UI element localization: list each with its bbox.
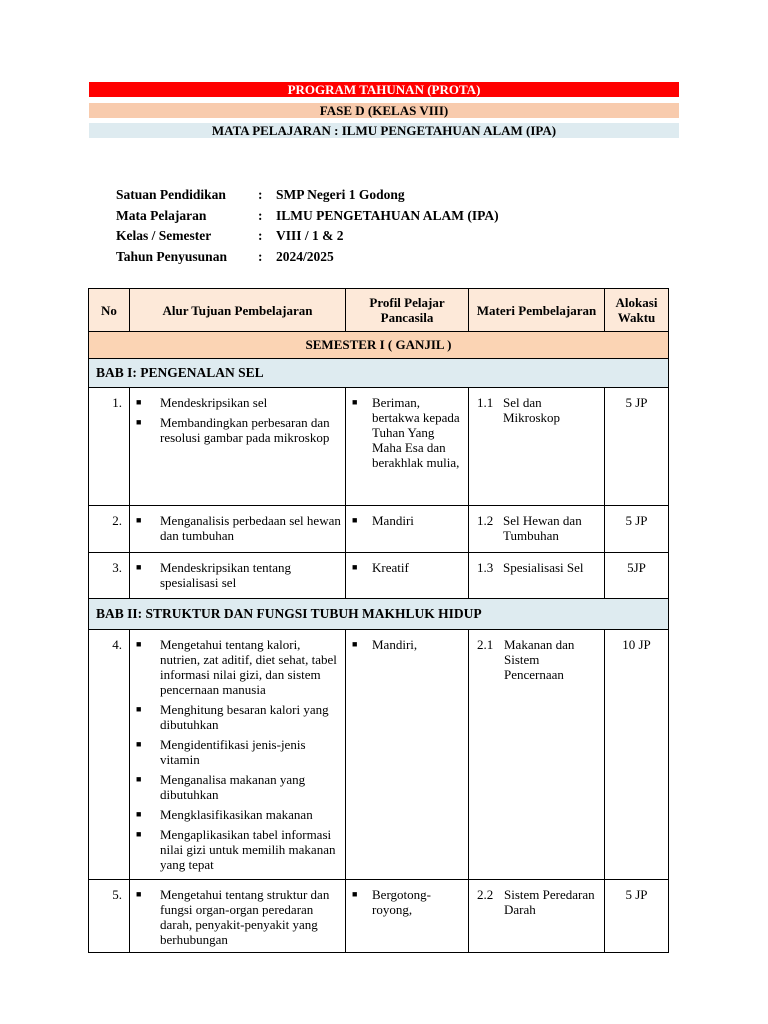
profil-cell	[346, 630, 469, 880]
identity-block	[116, 185, 499, 267]
materi-cell	[469, 630, 605, 880]
materi-cell	[469, 388, 605, 506]
atp-cell	[130, 880, 346, 953]
profil-cell	[346, 880, 469, 953]
atp-cell	[130, 506, 346, 553]
materi-text: Makanan dan Sistem Pencernaan	[504, 637, 575, 682]
header-no: No	[89, 289, 130, 332]
atp-text: Mengetahui tentang struktur dan fungsi organ-organ peredaran darah, penyakit-penyakit yang berhubungan	[160, 887, 330, 947]
info-colon: :	[258, 248, 263, 264]
list-item	[136, 513, 341, 543]
info-label: Satuan Pendidikan	[116, 187, 226, 202]
list-item	[136, 887, 341, 947]
alokasi-cell: 5 JP	[605, 388, 669, 506]
info-value: VIII / 1 & 2	[276, 228, 344, 243]
document-title: PROGRAM TAHUNAN (PROTA)	[89, 82, 679, 97]
atp-cell	[130, 388, 346, 506]
list-item	[136, 395, 341, 410]
bullet-icon: ■	[352, 397, 358, 407]
prota-table	[88, 288, 669, 953]
profil-text: Bergotong-royong,	[372, 887, 431, 917]
bullet-icon: ■	[136, 704, 142, 714]
alokasi-cell: 10 JP	[605, 630, 669, 880]
list-item	[136, 560, 341, 590]
table-row	[89, 388, 669, 506]
list-item	[352, 513, 464, 528]
semester-row: SEMESTER I ( GANJIL )	[89, 332, 669, 359]
bullet-icon: ■	[136, 829, 142, 839]
list-item	[136, 415, 341, 445]
bullet-icon: ■	[136, 515, 142, 525]
atp-text: Menganalisis perbedaan sel hewan dan tumbuhan	[160, 513, 341, 543]
profil-text: Mandiri,	[372, 637, 418, 652]
profil-text: Kreatif	[372, 560, 409, 575]
list-item	[352, 637, 464, 652]
info-label: Tahun Penyusunan	[116, 248, 227, 264]
profil-cell	[346, 388, 469, 506]
materi-text: Sel Hewan dan Tumbuhan	[503, 513, 582, 543]
materi-text: Spesialisasi Sel	[503, 560, 584, 575]
alokasi-cell: 5 JP	[605, 880, 669, 953]
subject-title: MATA PELAJARAN : ILMU PENGETAHUAN ALAM (IPA)	[89, 123, 679, 138]
list-item	[136, 827, 341, 872]
info-label: Mata Pelajaran	[116, 207, 207, 223]
header-profil: Profil Pelajar Pancasila	[346, 289, 469, 332]
atp-text: Mendeskripsikan sel	[160, 395, 268, 410]
header-atp: Alur Tujuan Pembelajaran	[130, 289, 346, 332]
bullet-icon: ■	[136, 774, 142, 784]
materi-cell	[469, 880, 605, 953]
table-row	[89, 630, 669, 880]
phase-title: FASE D (KELAS VIII)	[89, 103, 679, 118]
profil-cell	[346, 553, 469, 599]
list-item	[136, 772, 341, 802]
list-item	[136, 737, 341, 767]
info-row	[116, 247, 499, 268]
info-label: Kelas / Semester	[116, 228, 212, 243]
alokasi-cell: 5 JP	[605, 506, 669, 553]
materi-number: 1.2	[477, 513, 494, 528]
materi-text: Sel dan Mikroskop	[503, 395, 561, 425]
table-row	[89, 553, 669, 599]
atp-text: Membandingkan perbesaran dan resolusi gambar pada mikroskop	[160, 415, 330, 445]
bullet-icon: ■	[352, 639, 358, 649]
materi-cell	[469, 553, 605, 599]
atp-text: Menghitung besaran kalori yang dibutuhkan	[160, 702, 329, 732]
bullet-icon: ■	[136, 639, 142, 649]
bullet-icon: ■	[352, 562, 358, 572]
atp-text: Mengetahui tentang kalori, nutrien, zat aditif, diet sehat, tabel informasi nilai gizi, dan sistem pencernaan manusia	[160, 637, 337, 697]
info-value: SMP Negeri 1 Godong	[276, 187, 405, 202]
chapter-row: BAB I: PENGENALAN SEL	[89, 359, 669, 388]
info-colon: :	[258, 228, 263, 243]
info-colon: :	[258, 187, 263, 202]
list-item	[352, 560, 464, 575]
header-materi: Materi Pembelajaran	[469, 289, 605, 332]
list-item	[136, 807, 341, 822]
materi-number: 2.2	[477, 887, 494, 902]
chapter-row: BAB II: STRUKTUR DAN FUNGSI TUBUH MAKHLUK HIDUP	[89, 599, 669, 630]
bullet-icon: ■	[352, 515, 358, 525]
table-row	[89, 506, 669, 553]
bullet-icon: ■	[352, 889, 358, 899]
table-header-row	[89, 289, 669, 332]
atp-text: Mengaplikasikan tabel informasi nilai gizi untuk memilih makanan yang tepat	[160, 827, 336, 872]
header-alokasi: Alokasi Waktu	[605, 289, 669, 332]
materi-number: 1.3	[477, 560, 494, 575]
bullet-icon: ■	[136, 562, 142, 572]
row-number: 2.	[89, 506, 130, 553]
info-row	[116, 185, 499, 206]
alokasi-cell: 5JP	[605, 553, 669, 599]
list-item	[352, 887, 464, 917]
row-number: 5.	[89, 880, 130, 953]
list-item	[136, 702, 341, 732]
info-row	[116, 206, 499, 227]
materi-cell	[469, 506, 605, 553]
list-item	[136, 637, 341, 697]
atp-text: Menganalisa makanan yang dibutuhkan	[160, 772, 306, 802]
atp-text: Mendeskripsikan tentang spesialisasi sel	[160, 560, 292, 590]
row-number: 1.	[89, 388, 130, 506]
profil-text: Mandiri	[372, 513, 414, 528]
info-row	[116, 226, 499, 247]
row-number: 3.	[89, 553, 130, 599]
atp-cell	[130, 553, 346, 599]
info-value: 2024/2025	[276, 248, 334, 264]
atp-text: Mengklasifikasikan makanan	[160, 807, 313, 822]
materi-text: Sistem Peredaran Darah	[504, 887, 595, 917]
bullet-icon: ■	[136, 889, 142, 899]
profil-text: Beriman, bertakwa kepada Tuhan Yang Maha Esa dan berakhlak mulia,	[372, 395, 460, 470]
table-row	[89, 880, 669, 953]
atp-text: Mengidentifikasi jenis-jenis vitamin	[160, 737, 306, 767]
info-value: ILMU PENGETAHUAN ALAM (IPA)	[276, 207, 499, 223]
bullet-icon: ■	[136, 739, 142, 749]
profil-cell	[346, 506, 469, 553]
atp-cell	[130, 630, 346, 880]
materi-number: 2.1	[477, 637, 494, 652]
row-number: 4.	[89, 630, 130, 880]
bullet-icon: ■	[136, 809, 142, 819]
list-item	[352, 395, 464, 470]
bullet-icon: ■	[136, 417, 142, 427]
materi-number: 1.1	[477, 395, 494, 410]
info-colon: :	[258, 207, 263, 223]
bullet-icon: ■	[136, 397, 142, 407]
